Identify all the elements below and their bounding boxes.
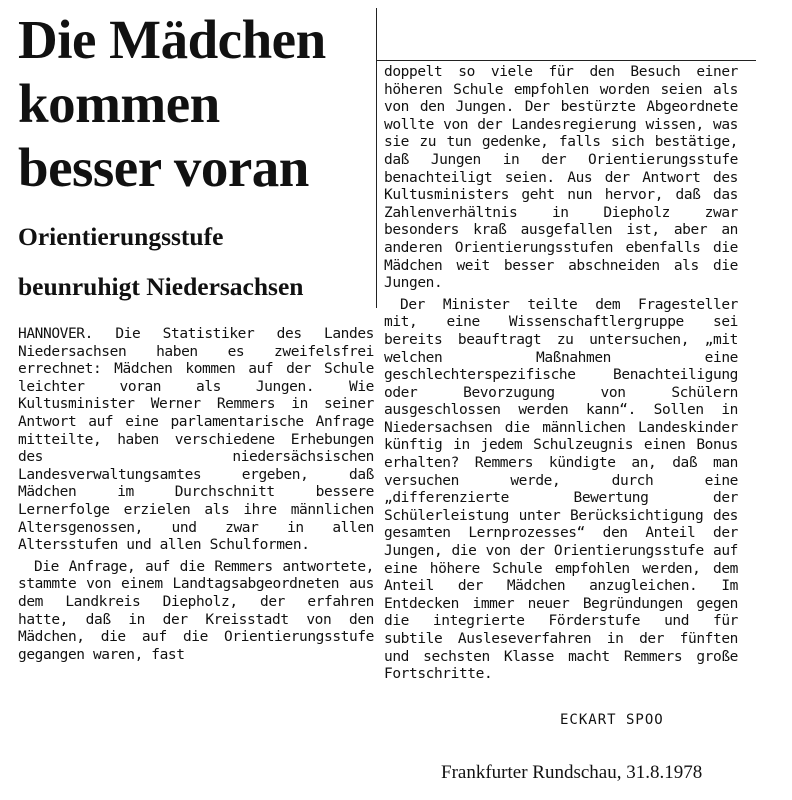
subheadline-1: Orientierungsstufe (18, 222, 224, 251)
headline-line-3: besser voran (18, 137, 309, 198)
headline (18, 8, 374, 200)
column-divider (376, 8, 377, 308)
source-citation: Frankfurter Rundschau, 31.8.1978 (441, 762, 703, 783)
article-paragraph-3: doppelt so viele für den Besuch einer höheren Schule empfohlen worden seien als von den Jungen. Der bestürzte Abgeordnete wollte von der Landesregierung wissen, was sie zu tun gedenke, falls sich bestätige, daß Jungen in der Orientierungsstufe benachteiligt seien. Aus der Antwort des Kultusministers geht nun hervor, daß das Zahlenverhältnis in Diepholz zwar besonders kraß ausgefallen ist, aber an anderen Orientierungsstufen ebenfalls die Mädchen weit besser abschneiden als die Jungen. (384, 64, 738, 292)
article-paragraph-4: Der Minister teilte dem Fragesteller mit, eine Wissenschaftlergruppe sei bereits beauftragt zu untersuchen, „mit welchen Maßnahmen eine geschlechterspezifische Benachteiligung oder Bevorzugung von Schülern ausgeschlossen werden kann“. Sollen in Niedersachsen die männlichen Landeskinder künftig in jedem Schulzeugnis einen Bonus erhalten? Remmers kündigte an, daß man versuchen werde, durch eine „differenzierte Bewertung der Schülerleistung unter Berücksichtigung des gesamten Lernprozesses“ den Anteil der Jungen, die von der Orientierungsstufe auf eine höhere Schule empfohlen werden, dem Anteil der Mädchen anzugleichen. Im Entdecken immer neuer Begründungen gegen die integrierte Förderstufe und für subtile Ausleseverfahren in der fünften und sechsten Klasse macht Remmers große Fortschritte. (384, 296, 738, 683)
headline-line-1: Die Mädchen (18, 9, 326, 70)
top-rule (376, 60, 756, 61)
byline: ECKART SPOO (560, 712, 664, 728)
headline-line-2: kommen (18, 73, 220, 134)
left-column (18, 8, 374, 664)
subheadline-2: beunruhigt Niedersachsen (18, 272, 304, 301)
article-paragraph-1: HANNOVER. Die Statistiker des Landes Niedersachsen haben es zweifelsfrei errechnet: Mädchen kommen auf der Schule leichter voran als Jungen. Wie Kultusminister Werner Remmers in seiner Antwort auf eine parlamentarische Anfrage mitteilte, haben verschiedene Erhebungen des niedersächsischen Landesverwaltungsamtes ergeben, daß Mädchen im Durchschnitt bessere Lernerfolge erzielen als ihre männlichen Altersgenossen, und zwar in allen Altersstufen und allen Schulformen. (18, 326, 374, 554)
article-paragraph-2: Die Anfrage, auf die Remmers antwortete, stammte von einem Landtagsabgeordneten aus dem Landkreis Diepholz, der erfahren hatte, daß in der Kreisstadt von den Mädchen, die auf die Orientierungsstufe gegangen waren, fast (18, 558, 374, 663)
right-column (384, 64, 738, 684)
